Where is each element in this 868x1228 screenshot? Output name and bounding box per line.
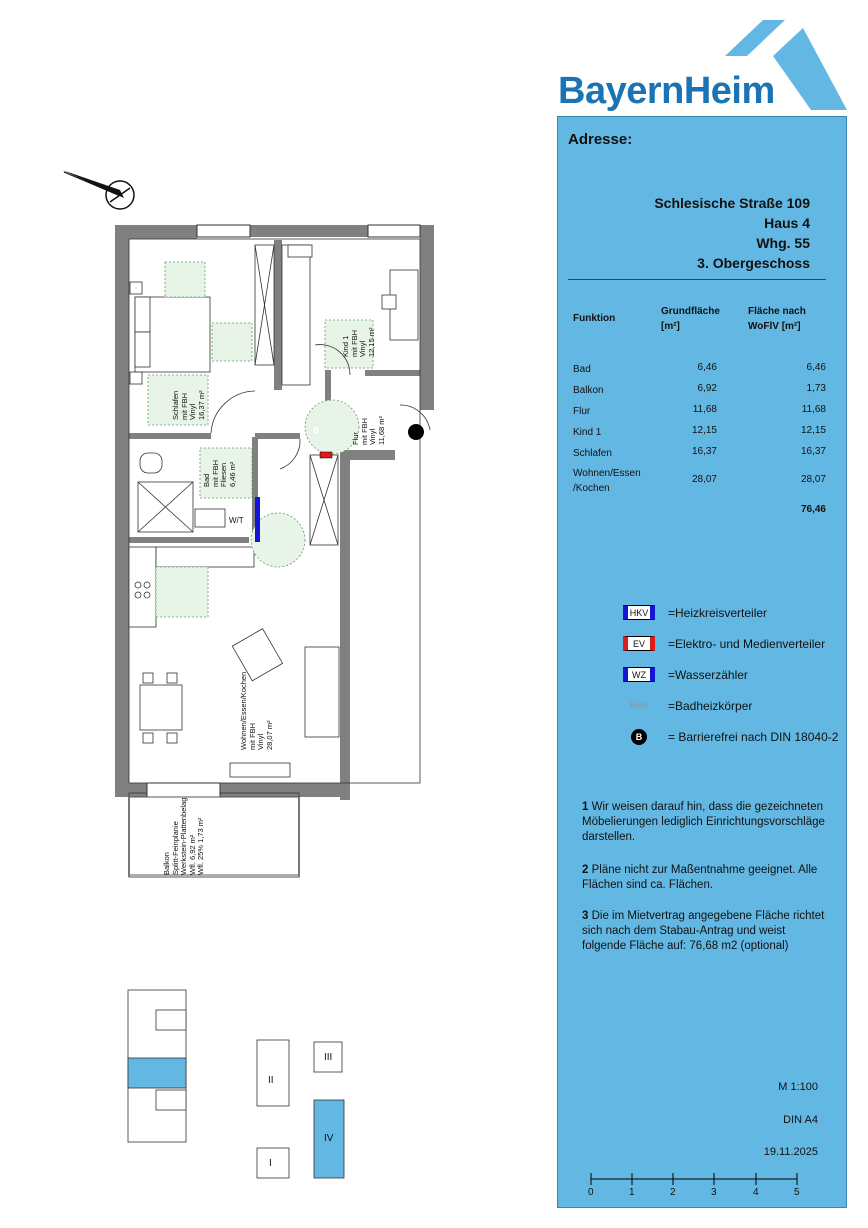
address-unit: Whg. 55 xyxy=(756,235,810,251)
legend-hkv-symbol: HKV xyxy=(623,605,655,620)
total-area: 76,46 xyxy=(800,504,826,515)
wt-label: W/T xyxy=(229,516,244,525)
room-label-wohnen: Wohnen/Essen/Kochen mit FBH Vinyl 28,07 m² xyxy=(239,671,274,750)
row-wofiv: 11,68 xyxy=(801,404,826,415)
row-name: Wohnen/Essen /Kochen xyxy=(573,468,641,494)
col-function: Funktion xyxy=(573,313,616,324)
keyplan-label: III xyxy=(324,1052,333,1063)
logo-text: BayernHeim xyxy=(558,70,775,112)
barrierefrei-marker-label: B xyxy=(313,426,319,435)
address-floor: 3. Obergeschoss xyxy=(697,255,810,271)
scale-tick-label: 4 xyxy=(753,1187,759,1198)
row-base: 11,68 xyxy=(692,404,717,415)
row-wofiv: 1,73 xyxy=(806,383,826,394)
col-wofiv: Fläche nach WoFlV [m²] xyxy=(748,306,806,332)
row-wofiv: 16,37 xyxy=(800,446,826,457)
scale-tick-label: 5 xyxy=(794,1187,800,1198)
note-2: 2 Pläne nicht zur Maßentnahme geeignet. Alle Flächen sind ca. Flächen. xyxy=(582,864,818,891)
room-label-schlafen: Schlafen mit FBH Vinyl 16,37 m² xyxy=(171,390,206,420)
row-base: 16,37 xyxy=(691,446,717,457)
legend-barrierefrei-symbol: B xyxy=(631,729,647,745)
keyplan-label: II xyxy=(268,1075,274,1086)
scale-text: M 1:100 xyxy=(778,1081,818,1093)
divider xyxy=(568,279,826,280)
row-name: Kind 1 xyxy=(573,427,602,438)
info-panel xyxy=(557,116,847,1208)
date-text: 19.11.2025 xyxy=(763,1146,818,1158)
room-label-flur: Flur mit FBH Vinyl 11,68 m² xyxy=(351,415,386,445)
row-wofiv: 28,07 xyxy=(800,474,826,485)
note-1: 1 Wir weisen darauf hin, dass die gezeichneten Möbelierungen lediglich Einrichtungsvorschläge darstellen. xyxy=(582,801,825,843)
legend-bhk-symbol: BHK xyxy=(629,700,649,710)
legend-wz-text: =Wasserzähler xyxy=(668,668,748,682)
room-label-bad: Bad mit FBH Fliesen 6,46 m² xyxy=(202,459,237,487)
row-base: 28,07 xyxy=(691,474,717,485)
row-name: Bad xyxy=(573,364,591,375)
row-name: Schlafen xyxy=(573,448,612,459)
address-street: Schlesische Straße 109 xyxy=(654,195,810,211)
legend-barrierefrei-text: = Barrierefrei nach DIN 18040-2 xyxy=(668,730,839,744)
legend-ev-symbol: EV xyxy=(623,636,655,651)
legend-hkv-text: =Heizkreisverteiler xyxy=(668,606,768,620)
row-wofiv: 6,46 xyxy=(806,362,826,373)
scale-bar xyxy=(588,1171,803,1187)
legend-ev-text: =Elektro- und Medienverteiler xyxy=(668,637,826,651)
row-name: Balkon xyxy=(573,385,604,396)
north-arrow-icon xyxy=(58,160,146,220)
legend-bhk-text: =Badheizkörper xyxy=(668,699,753,713)
scale-tick-label: 1 xyxy=(629,1187,635,1198)
keyplan-label: I xyxy=(269,1158,272,1169)
scale-tick-label: 0 xyxy=(588,1187,594,1198)
key-plan xyxy=(126,988,358,1180)
room-label-balkon: Balkon Splitt-Feinplanie Werkstein-Plattenbelag Wfl. 6,92 m² Wfl. 25% 1,73 m² xyxy=(162,797,205,875)
scale-tick-label: 2 xyxy=(670,1187,676,1198)
row-base: 12,15 xyxy=(691,425,717,436)
legend-wz-symbol: WZ xyxy=(623,667,655,682)
col-base-area: Grundfläche [m²] xyxy=(661,306,720,332)
row-wofiv: 12,15 xyxy=(800,425,826,436)
barrierefrei-marker xyxy=(408,424,424,440)
row-base: 6,92 xyxy=(697,383,717,394)
address-house: Haus 4 xyxy=(764,215,810,231)
scale-tick-label: 3 xyxy=(711,1187,717,1198)
row-base: 6,46 xyxy=(697,362,717,373)
note-3: 3 Die im Mietvertrag angegebene Fläche richtet sich nach dem Stabau-Antrag und weist folgende Fläche auf: 76,68 m2 (optional) xyxy=(582,910,825,952)
room-label-kind: Kind 1 mit FBH Vinyl 12,15 m² xyxy=(341,327,376,357)
address-label: Adresse: xyxy=(568,131,633,148)
keyplan-label: IV xyxy=(324,1133,334,1144)
floor-plan xyxy=(100,215,445,885)
row-name: Flur xyxy=(573,406,591,417)
format-text: DIN A4 xyxy=(783,1114,818,1126)
